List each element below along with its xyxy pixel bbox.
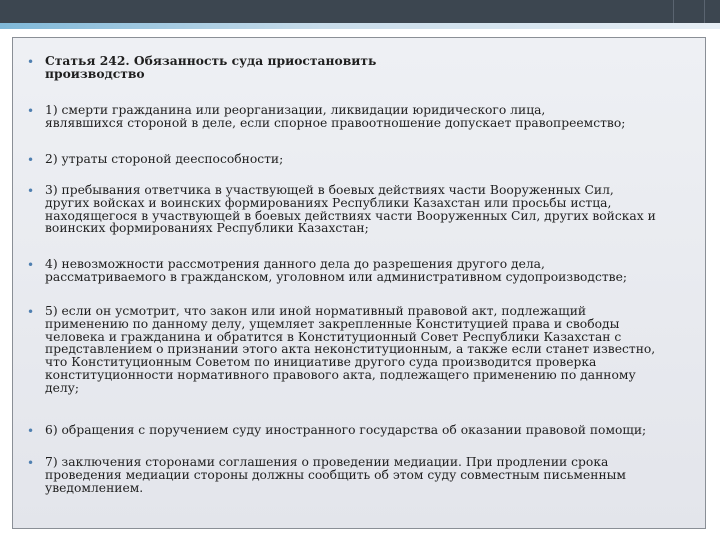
item-text: 4) невозможности рассмотрения данного дела до разрешения другого дела, рассматриваемого в гражданском, уголовном или административном судопроизводстве;: [45, 257, 627, 284]
item-text: 2) утраты стороной дееспособности;: [45, 152, 284, 166]
bullet-icon: •: [27, 55, 35, 69]
top-bar: [0, 0, 720, 23]
top-bar-divider: [673, 0, 674, 23]
item-text: 6) обращения с поручением суду иностранного государства об оказании правовой помощи;: [45, 423, 647, 437]
bullet-icon: •: [27, 184, 35, 198]
bullet-icon: •: [27, 456, 35, 470]
top-bar-divider: [704, 0, 705, 23]
bullet-icon: •: [27, 305, 35, 319]
accent-strip: [0, 23, 720, 29]
item-text: 1) смерти гражданина или реорганизации, ликвидации юридического лица, являвшихся стороной в деле, если спорное правоотношение допускает правопреемство;: [45, 103, 626, 130]
item-text: 3) пребывания ответчика в участвующей в боевых действиях части Вооруженных Сил, других войсках и воинских формированиях Республики Казахстан или просьбы истца, находящегося в участвующей в боевых действиях части Вооруженных Сил, других войсках и воинских формированиях Республики Казахстан;: [45, 183, 656, 236]
bullet-icon: •: [27, 104, 35, 118]
slide-content: [12, 37, 706, 529]
article-title: Статья 242. Обязанность суда приостановить производство: [45, 53, 377, 81]
item-text: 5) если он усмотрит, что закон или иной нормативный правовой акт, подлежащий применению по данному делу, ущемляет закрепленные Конституцией права и свободы человека и гражданина и обратится в Конституционный Совет Республики Казахстан с представлением о признании этого акта неконституционным, а также если станет известно, что Конституционным Советом по инициативе другого суда производится проверка конституционности нормативного правового акта, подлежащего применению по данному делу;: [45, 304, 656, 395]
bullet-icon: •: [27, 153, 35, 167]
bullet-icon: •: [27, 258, 35, 272]
bullet-icon: •: [27, 424, 35, 438]
item-text: 7) заключения сторонами соглашения о проведении медиации. При продлении срока проведения медиации стороны должны сообщить об этом суду совместным письменным уведомлением.: [45, 455, 626, 495]
